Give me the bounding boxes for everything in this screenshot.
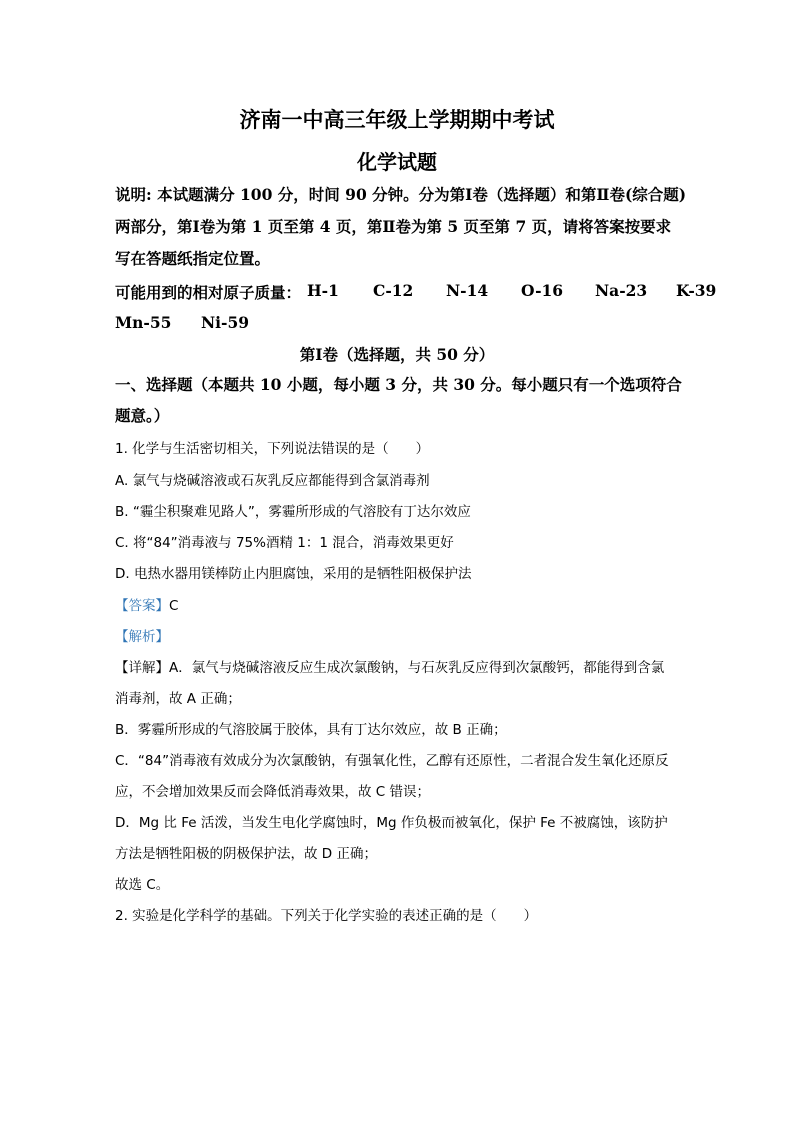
answer-value: C bbox=[169, 598, 179, 614]
atomic-mass-item: C-12 bbox=[373, 281, 414, 300]
atomic-mass-item: Ni-59 bbox=[201, 313, 250, 332]
question-1-option-c: C. 将“84”消毒液与 75%酒精 1：1 混合，消毒效果更好 bbox=[115, 535, 454, 551]
atomic-mass-item: N-14 bbox=[446, 281, 489, 300]
notes-line-3: 写在答题纸指定位置。 bbox=[115, 249, 271, 268]
exam-subtitle: 化学试题 bbox=[357, 150, 437, 174]
detail-line: D．Mg 比 Fe 活泼，当发生电化学腐蚀时，Mg 作负极而被氧化，保护 Fe 不被腐蚀，该防护 bbox=[115, 815, 668, 831]
atomic-mass-item: Mn-55 bbox=[115, 313, 172, 332]
section-instructions-2: 题意。） bbox=[115, 406, 170, 425]
question-1-answer bbox=[115, 594, 178, 614]
notes-line-2: 两部分，第Ⅰ卷为第 1 页至第 4 页，第Ⅱ卷为第 5 页至第 7 页，请将答案按要求 bbox=[115, 217, 672, 236]
section-instructions-1: 一、选择题（本题共 10 小题，每小题 3 分，共 30 分。每小题只有一个选项符合 bbox=[115, 375, 682, 394]
detail-line: B．雾霾所形成的气溶胶属于胶体，具有丁达尔效应，故 B 正确； bbox=[115, 722, 507, 738]
atomic-mass-item: K-39 bbox=[676, 281, 717, 300]
detail-line: 【详解】A．氯气与烧碱溶液反应生成次氯酸钠，与石灰乳反应得到次氯酸钙，都能得到含氯 bbox=[115, 660, 665, 676]
atomic-masses-row-1 bbox=[115, 281, 715, 303]
atomic-masses-label: 可能用到的相对原子质量： bbox=[115, 283, 302, 302]
detail-line: 故选 C。 bbox=[115, 877, 170, 893]
notes-line-1: 说明: 本试题满分 100 分，时间 90 分钟。分为第Ⅰ卷（选择题）和第Ⅱ卷(综合题) bbox=[115, 185, 687, 204]
question-1-option-a: A. 氯气与烧碱溶液或石灰乳反应都能得到含氯消毒剂 bbox=[115, 473, 430, 489]
atomic-masses-row-2 bbox=[115, 313, 315, 335]
analysis-tag: 【解析】 bbox=[115, 629, 169, 645]
section-heading: 第Ⅰ卷（选择题，共 50 分） bbox=[299, 345, 495, 364]
exam-title: 济南一中高三年级上学期期中考试 bbox=[239, 107, 555, 132]
detail-line: C．“84”消毒液有效成分为次氯酸钠，有强氧化性，乙醇有还原性，二者混合发生氧化还原反 bbox=[115, 753, 669, 769]
question-1-option-b: B. “霾尘积聚难见路人”，雾霾所形成的气溶胶有丁达尔效应 bbox=[115, 504, 471, 520]
detail-line: 消毒剂，故 A 正确； bbox=[115, 691, 241, 707]
question-1-stem: 1. 化学与生活密切相关，下列说法错误的是（ ） bbox=[115, 441, 430, 457]
answer-tag: 【答案】 bbox=[115, 598, 169, 614]
question-1-option-d: D. 电热水器用镁棒防止内胆腐蚀，采用的是牺牲阳极保护法 bbox=[115, 566, 472, 582]
detail-line: 方法是牺牲阳极的阴极保护法，故 D 正确； bbox=[115, 846, 377, 862]
detail-line: 应，不会增加效果反而会降低消毒效果，故 C 错误； bbox=[115, 784, 431, 800]
atomic-mass-item: H-1 bbox=[307, 281, 339, 300]
question-2-stem: 2. 实验是化学科学的基础。下列关于化学实验的表述正确的是（ ） bbox=[115, 908, 538, 924]
atomic-mass-item: O-16 bbox=[521, 281, 564, 300]
atomic-mass-item: Na-23 bbox=[595, 281, 648, 300]
